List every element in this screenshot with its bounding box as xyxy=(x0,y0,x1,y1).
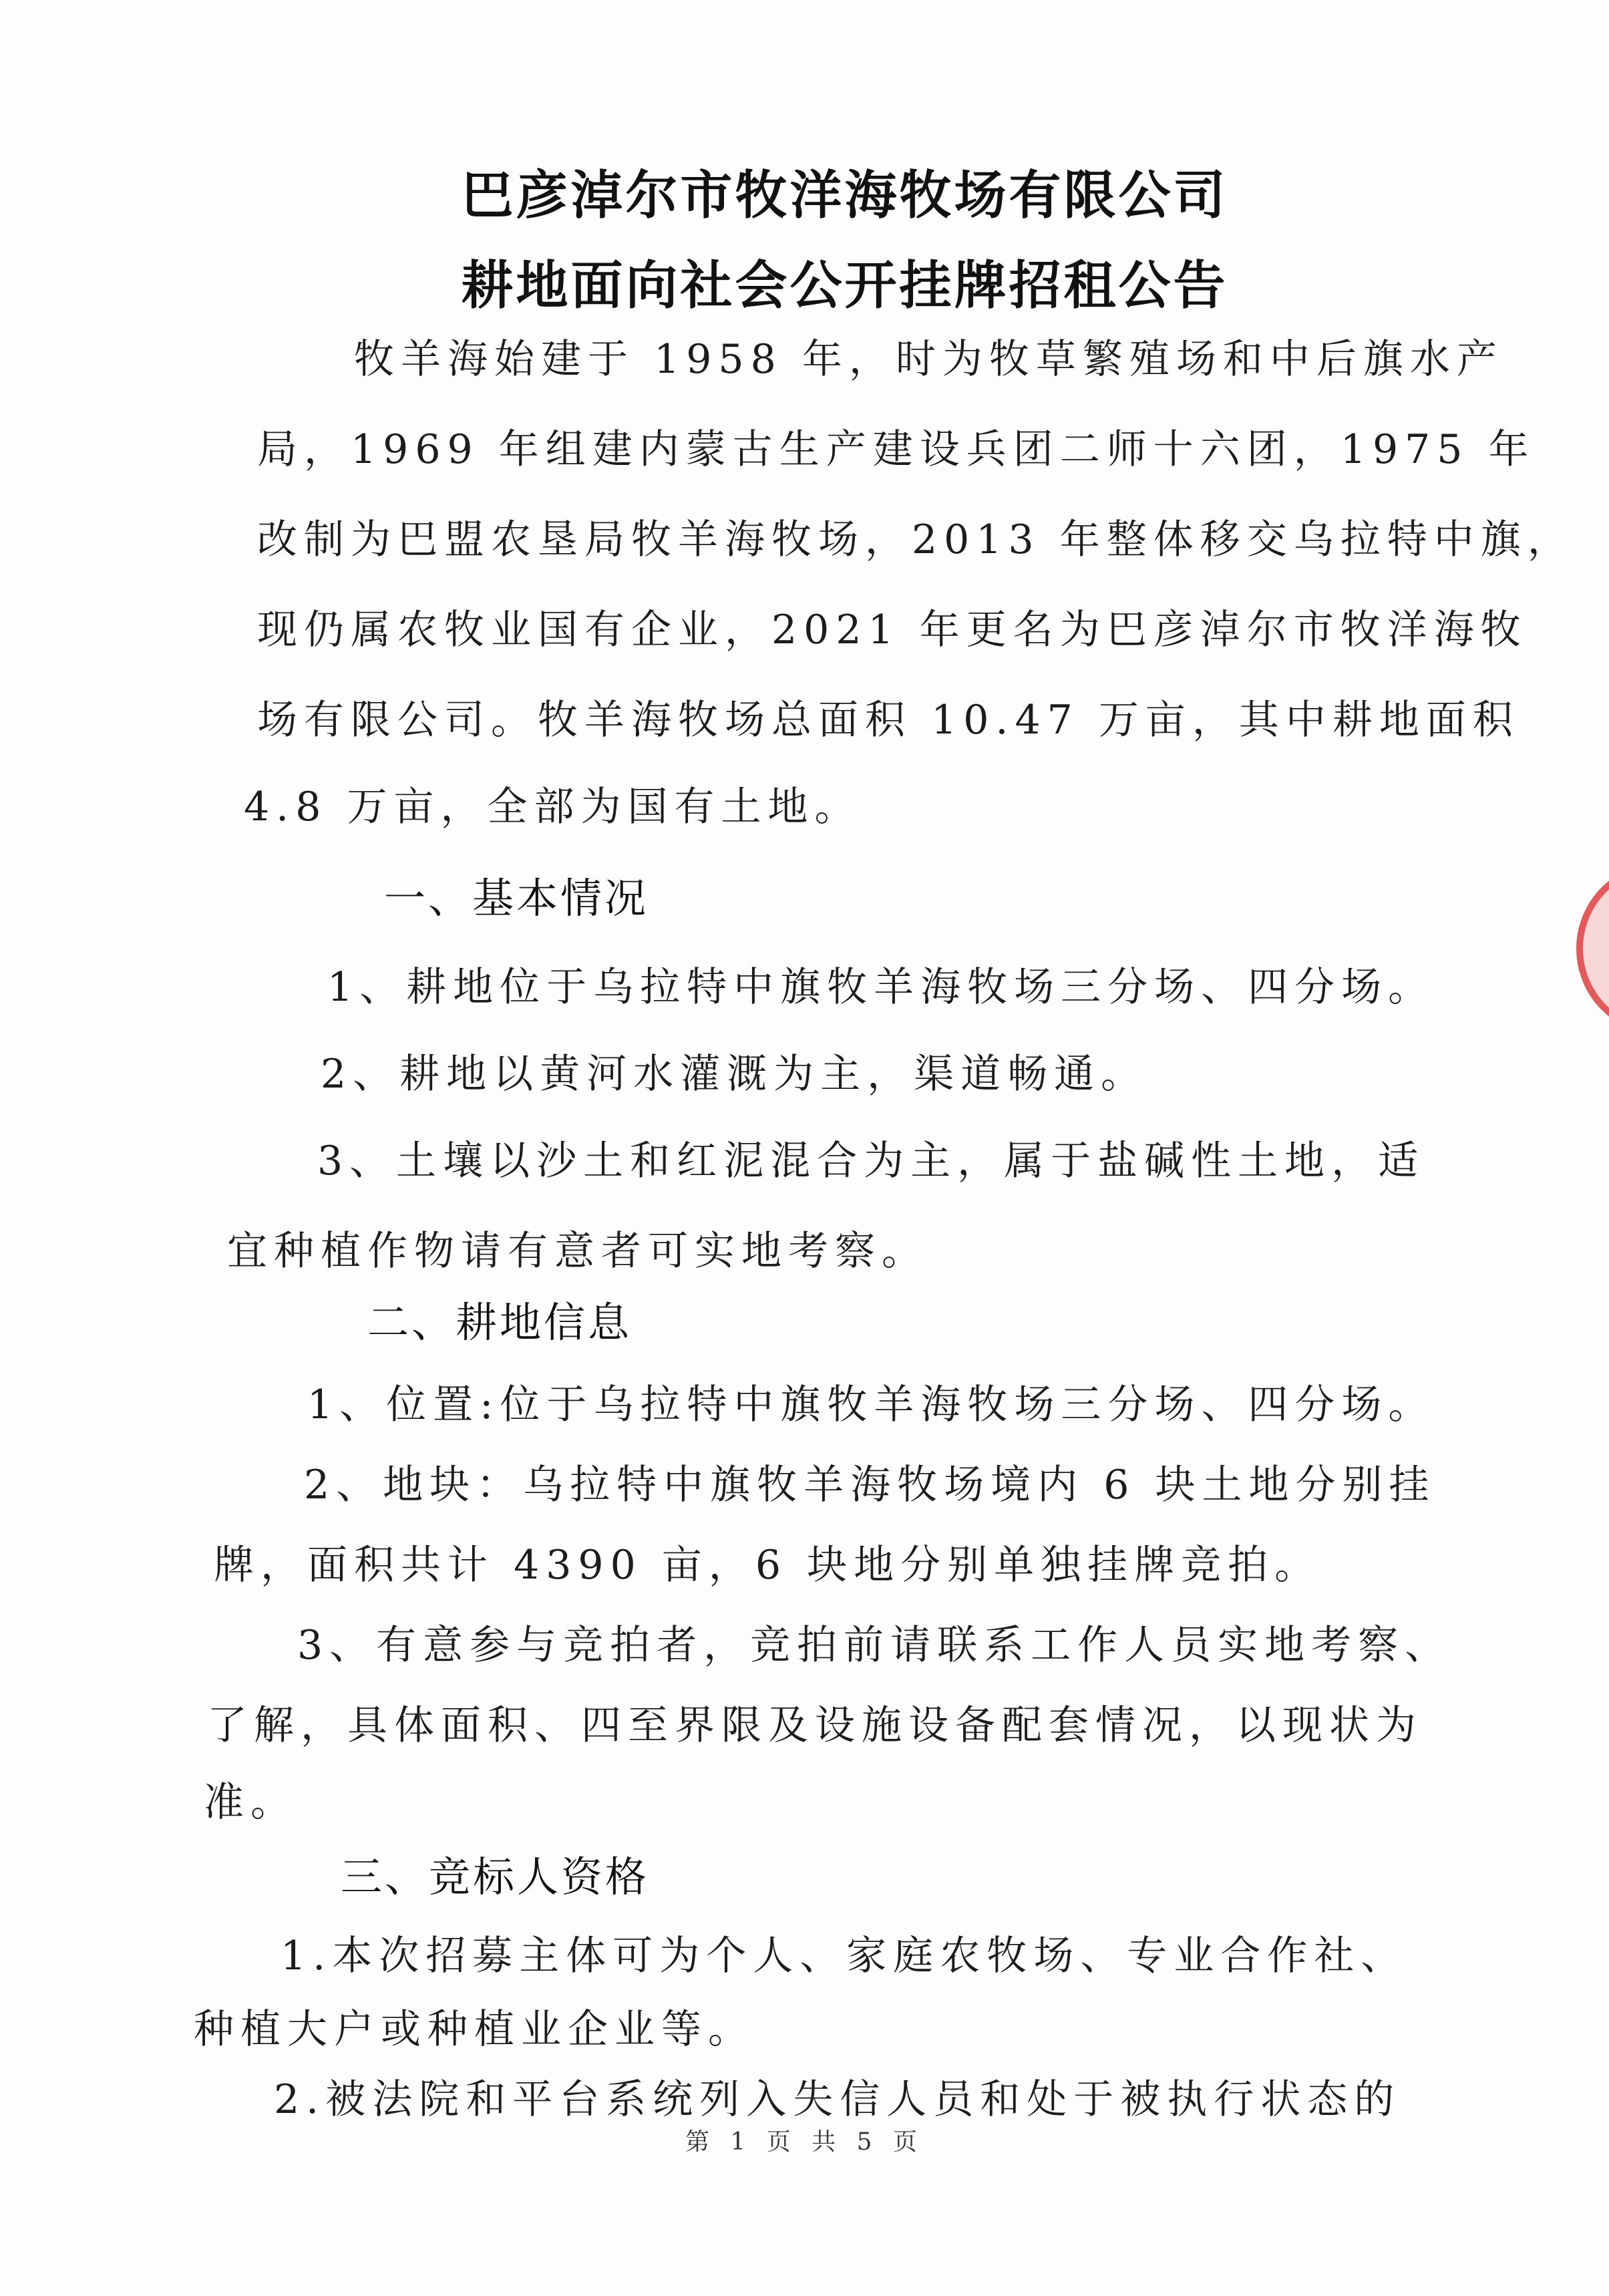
document-title-line2: 耕地面向社会公开挂牌招租公告 xyxy=(461,256,1228,316)
intro-line: 场有限公司。牧羊海牧场总面积 10.47 万亩，其中耕地面积 xyxy=(257,697,1519,744)
section3-line: 1.本次招募主体可为个人、家庭农牧场、专业合作社、 xyxy=(281,1933,1408,1979)
official-seal xyxy=(1576,862,1609,1035)
intro-line: 牧羊海始建于 1958 年，时为牧草繁殖场和中后旗水产 xyxy=(354,336,1503,383)
section2-line: 1、位置:位于乌拉特中旗牧羊海牧场三分场、四分场。 xyxy=(307,1381,1435,1428)
section-heading: 三、竞标人资格 xyxy=(341,1852,650,1901)
section-heading: 二、耕地信息 xyxy=(367,1298,633,1347)
intro-line: 改制为巴盟农垦局牧羊海牧场，2013 年整体移交乌拉特中旗， xyxy=(257,516,1574,563)
section3-line: 2.被法院和平台系统列入失信人员和处于被执行状态的 xyxy=(274,2076,1401,2123)
section2-line: 准。 xyxy=(204,1779,297,1826)
section1-line: 1、耕地位于乌拉特中旗牧羊海牧场三分场、四分场。 xyxy=(327,964,1435,1011)
section-heading: 一、基本情况 xyxy=(384,874,649,923)
page-footer: 第 1 页 共 5 页 xyxy=(685,2128,924,2156)
intro-line: 现仍属农牧业国有企业，2021 年更名为巴彦淖尔市牧洋海牧 xyxy=(257,607,1528,653)
section3-line: 种植大户或种植业企业等。 xyxy=(194,2006,755,2053)
intro-line: 4.8 万亩，全部为国有土地。 xyxy=(244,784,862,830)
document-title-line1: 巴彦淖尔市牧洋海牧场有限公司 xyxy=(461,166,1228,226)
section1-line: 2、耕地以黄河水灌溉为主，渠道畅通。 xyxy=(321,1051,1148,1098)
intro-line: 局，1969 年组建内蒙古生产建设兵团二师十六团，1975 年 xyxy=(257,426,1536,473)
section1-line: 宜种植作物请有意者可实地考察。 xyxy=(227,1228,928,1275)
section2-line: 2、地块：乌拉特中旗牧羊海牧场境内 6 块土地分别挂 xyxy=(304,1462,1436,1508)
section2-line: 3、有意参与竞拍者，竞拍前请联系工作人员实地考察、 xyxy=(297,1622,1452,1669)
section2-line: 牌，面积共计 4390 亩，6 块地分别单独挂牌竞拍。 xyxy=(214,1542,1322,1589)
section1-line: 3、土壤以沙土和红泥混合为主，属于盐碱性土地，适 xyxy=(317,1138,1425,1184)
section2-line: 了解，具体面积、四至界限及设施设备配套情况，以现状为 xyxy=(207,1702,1423,1749)
